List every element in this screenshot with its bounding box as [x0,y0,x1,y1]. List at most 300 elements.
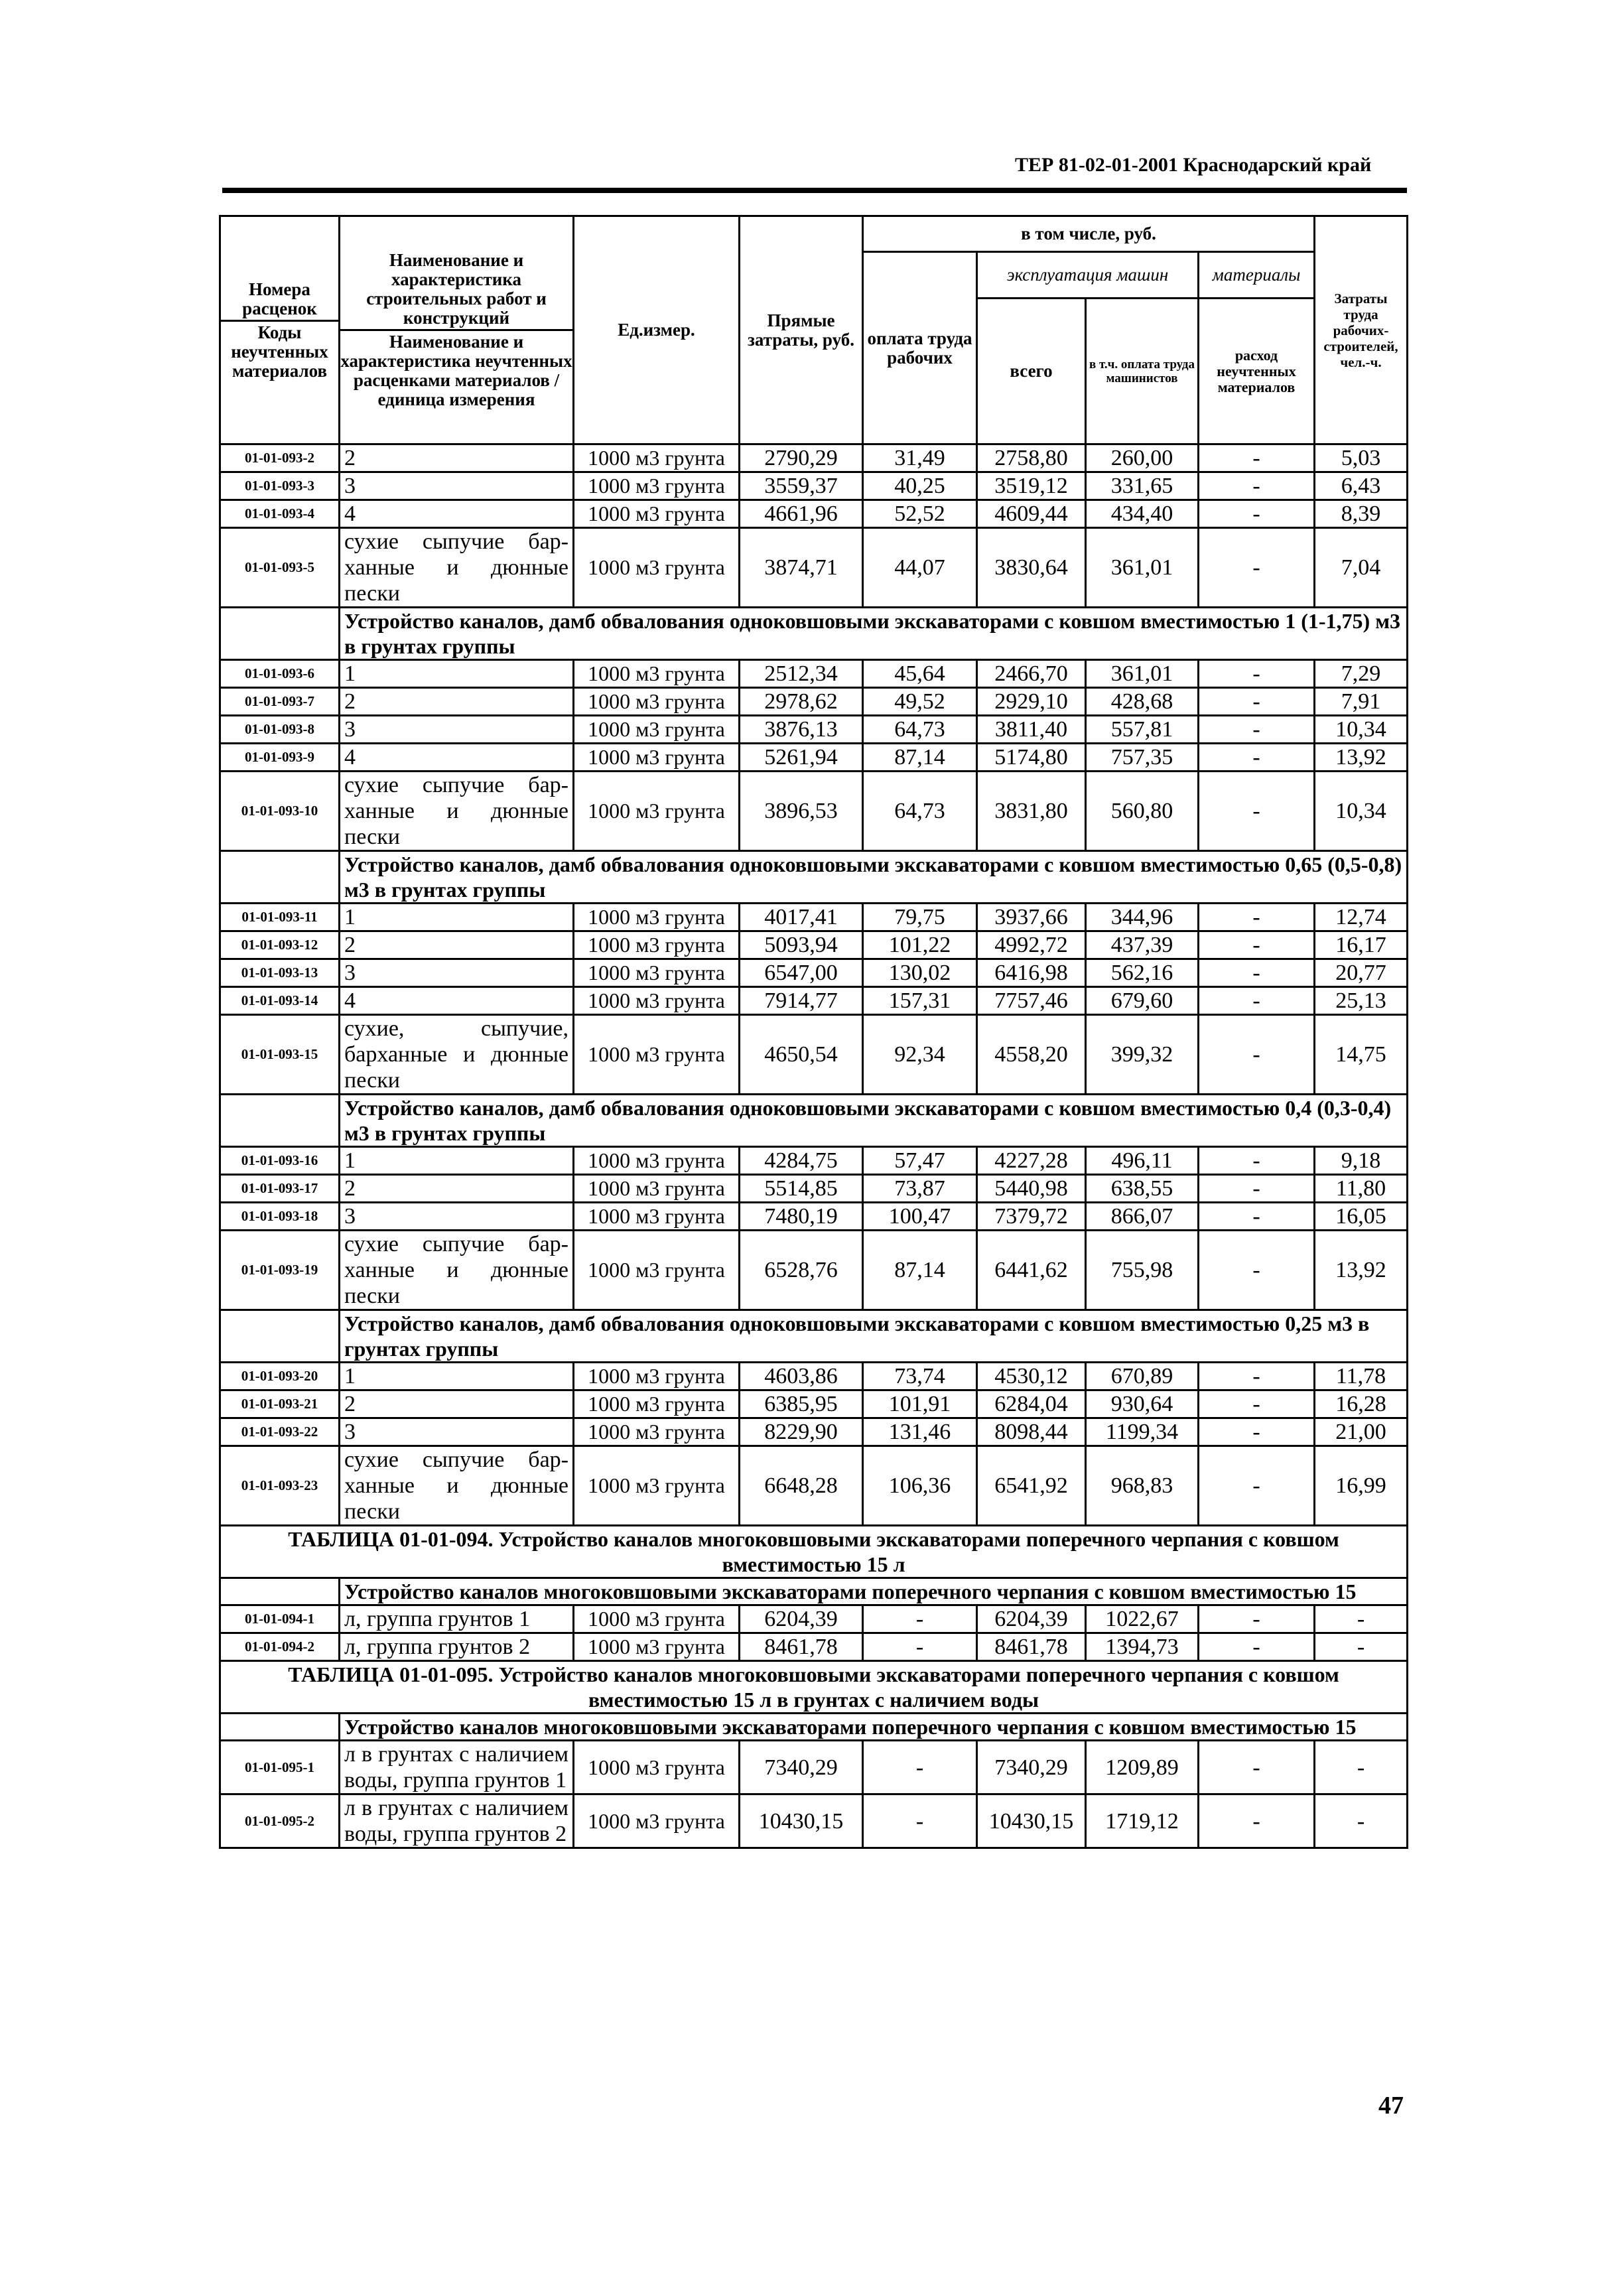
unit-cell: 1000 м3 грунта [574,688,740,716]
unit-cell: 1000 м3 грунта [574,472,740,500]
direct-cost-cell: 8229,90 [740,1418,863,1446]
materials-cell: - [1199,1147,1315,1175]
materials-cell: - [1199,528,1315,608]
machines-cost-cell: 4992,72 [977,931,1086,959]
wage-cell: 131,46 [863,1418,977,1446]
direct-cost-cell: 5093,94 [740,931,863,959]
labor-cell: 20,77 [1315,959,1408,987]
machines-cost-cell: 8461,78 [977,1633,1086,1661]
table-row [220,1363,1408,1390]
labor-cell: 13,92 [1315,1231,1408,1310]
page-number: 47 [1378,2092,1404,2120]
section-code-cell [220,1714,340,1741]
work-name-cell: сухие сыпучие бар- ханные и дюнные пески [340,1231,574,1310]
header-materials: материалы [1199,252,1315,299]
wage-cell: 157,31 [863,987,977,1015]
machines-cost-cell: 7379,72 [977,1203,1086,1231]
labor-cell: 7,29 [1315,660,1408,688]
section-code-cell [220,1310,340,1363]
labor-cell: 25,13 [1315,987,1408,1015]
wage-cell: 40,25 [863,472,977,500]
table-row [220,959,1408,987]
rates-table-container [219,215,1406,1849]
section-title: Устройство каналов многоковшовыми экскаваторами поперечного черпания с ковшом вместимостью 15 [340,1714,1408,1741]
unit-cell: 1000 м3 грунта [574,716,740,744]
section-code-cell [220,608,340,660]
unit-cell: 1000 м3 грунта [574,772,740,851]
work-name-cell: 3 [340,1418,574,1446]
machinists-wage-cell: 496,11 [1086,1147,1199,1175]
rate-code-cell: 01-01-093-9 [220,744,340,772]
direct-cost-cell: 3559,37 [740,472,863,500]
table-row [220,1741,1408,1794]
header-codes-bottom: Коды неучтенных материалов [219,320,340,381]
section-title: Устройство каналов многоковшовыми экскаваторами поперечного черпания с ковшом вместимостью 15 [340,1578,1408,1605]
section-row [220,1310,1408,1363]
unit-cell: 1000 м3 грунта [574,931,740,959]
machinists-wage-cell: 428,68 [1086,688,1199,716]
rate-code-cell: 01-01-093-8 [220,716,340,744]
section-row [220,608,1408,660]
direct-cost-cell: 10430,15 [740,1794,863,1848]
section-row [220,1095,1408,1147]
rate-code-cell: 01-01-093-23 [220,1446,340,1526]
table-row [220,1147,1408,1175]
materials-cell: - [1199,716,1315,744]
machines-cost-cell: 6441,62 [977,1231,1086,1310]
direct-cost-cell: 3876,13 [740,716,863,744]
direct-cost-cell: 4603,86 [740,1363,863,1390]
wage-cell: 31,49 [863,444,977,472]
labor-cell: 5,03 [1315,444,1408,472]
materials-cell: - [1199,1390,1315,1418]
unit-cell: 1000 м3 грунта [574,987,740,1015]
header-codes [220,216,340,444]
machinists-wage-cell: 1394,73 [1086,1633,1199,1661]
work-name-cell: л в грунтах с наличием воды, группа грунтов 2 [340,1794,574,1848]
table-row [220,660,1408,688]
materials-cell: - [1199,1794,1315,1848]
work-name-cell: 1 [340,660,574,688]
machines-cost-cell: 6284,04 [977,1390,1086,1418]
direct-cost-cell: 7480,19 [740,1203,863,1231]
labor-cell: 16,28 [1315,1390,1408,1418]
labor-cell: 6,43 [1315,472,1408,500]
labor-cell: - [1315,1741,1408,1794]
machines-cost-cell: 4558,20 [977,1015,1086,1095]
wage-cell: 100,47 [863,1203,977,1231]
unit-cell: 1000 м3 грунта [574,1203,740,1231]
work-name-cell: 3 [340,1203,574,1231]
labor-cell: - [1315,1794,1408,1848]
machinists-wage-cell: 562,16 [1086,959,1199,987]
direct-cost-cell: 3874,71 [740,528,863,608]
machines-cost-cell: 2929,10 [977,688,1086,716]
machines-cost-cell: 2758,80 [977,444,1086,472]
work-name-cell: 2 [340,1390,574,1418]
wage-cell: 79,75 [863,904,977,931]
materials-cell: - [1199,1633,1315,1661]
machinists-wage-cell: 757,35 [1086,744,1199,772]
direct-cost-cell: 6385,95 [740,1390,863,1418]
rate-code-cell: 01-01-093-3 [220,472,340,500]
rate-code-cell: 01-01-093-10 [220,772,340,851]
work-name-cell: 3 [340,716,574,744]
direct-cost-cell: 5514,85 [740,1175,863,1203]
unit-cell: 1000 м3 грунта [574,1605,740,1633]
machinists-wage-cell: 866,07 [1086,1203,1199,1231]
machines-cost-cell: 3831,80 [977,772,1086,851]
unit-cell: 1000 м3 грунта [574,528,740,608]
header-name-bottom: Наименование и характеристика неучтенных расценками материалов / единица измерения [338,329,574,409]
machinists-wage-cell: 1719,12 [1086,1794,1199,1848]
header-material-consumption: расход неучтенных материалов [1199,299,1315,444]
machines-cost-cell: 10430,15 [977,1794,1086,1848]
rate-code-cell: 01-01-093-21 [220,1390,340,1418]
direct-cost-cell: 2512,34 [740,660,863,688]
direct-cost-cell: 4661,96 [740,500,863,528]
section-row [220,1578,1408,1605]
header-name-top: Наименование и характеристика строительных работ и конструкций [366,250,547,328]
table-row [220,1418,1408,1446]
work-name-cell: 4 [340,500,574,528]
table-row [220,1203,1408,1231]
machines-cost-cell: 4609,44 [977,500,1086,528]
work-name-cell: сухие сыпучие бар- ханные и дюнные пески [340,528,574,608]
machines-cost-cell: 3519,12 [977,472,1086,500]
table-row [220,472,1408,500]
wage-cell: - [863,1794,977,1848]
work-name-cell: л в грунтах с наличием воды, группа грунтов 1 [340,1741,574,1794]
rate-code-cell: 01-01-093-19 [220,1231,340,1310]
work-name-cell: 2 [340,931,574,959]
labor-cell: 11,78 [1315,1363,1408,1390]
direct-cost-cell: 7340,29 [740,1741,863,1794]
table-title: ТАБЛИЦА 01-01-095. Устройство каналов многоковшовыми экскаваторами поперечного черпания с ковшом вместимостью 15 л в грунтах с наличием воды [220,1661,1408,1714]
wage-cell: 101,91 [863,1390,977,1418]
table-row [220,1015,1408,1095]
header-labor: Затраты труда рабочих-строителей, чел.-ч. [1315,216,1408,444]
unit-cell: 1000 м3 грунта [574,500,740,528]
table-row [220,1794,1408,1848]
materials-cell: - [1199,1015,1315,1095]
section-title: Устройство каналов, дамб обвалования одноковшовыми экскаваторами с ковшом вместимостью 0,4 (0,3-0,4) м3 в грунтах группы [340,1095,1408,1147]
wage-cell: 44,07 [863,528,977,608]
machinists-wage-cell: 331,65 [1086,472,1199,500]
wage-cell: 52,52 [863,500,977,528]
machinists-wage-cell: 968,83 [1086,1446,1199,1526]
materials-cell: - [1199,1203,1315,1231]
labor-cell: 10,34 [1315,772,1408,851]
labor-cell: 8,39 [1315,500,1408,528]
machinists-wage-cell: 670,89 [1086,1363,1199,1390]
direct-cost-cell: 5261,94 [740,744,863,772]
section-title: Устройство каналов, дамб обвалования одноковшовыми экскаваторами с ковшом вместимостью 0,65 (0,5-0,8) м3 в грунтах группы [340,851,1408,904]
machines-cost-cell: 3830,64 [977,528,1086,608]
materials-cell: - [1199,660,1315,688]
work-name-cell: л, группа грунтов 2 [340,1633,574,1661]
work-name-cell: 1 [340,1147,574,1175]
section-title: Устройство каналов, дамб обвалования одноковшовыми экскаваторами с ковшом вместимостью 0,25 м3 в грунтах группы [340,1310,1408,1363]
work-name-cell: 4 [340,744,574,772]
machines-cost-cell: 2466,70 [977,660,1086,688]
table-title: ТАБЛИЦА 01-01-094. Устройство каналов многоковшовыми экскаваторами поперечного черпания с ковшом вместимостью 15 л [220,1526,1408,1578]
header-direct-costs: Прямые затраты, руб. [740,216,863,444]
direct-cost-cell: 2790,29 [740,444,863,472]
unit-cell: 1000 м3 грунта [574,1015,740,1095]
wage-cell: 130,02 [863,959,977,987]
work-name-cell: сухие сыпучие бар- ханные и дюнные пески [340,772,574,851]
labor-cell: 13,92 [1315,744,1408,772]
machines-cost-cell: 6541,92 [977,1446,1086,1526]
machinists-wage-cell: 557,81 [1086,716,1199,744]
rate-code-cell: 01-01-093-22 [220,1418,340,1446]
machinists-wage-cell: 434,40 [1086,500,1199,528]
materials-cell: - [1199,500,1315,528]
direct-cost-cell: 6528,76 [740,1231,863,1310]
direct-cost-cell: 6547,00 [740,959,863,987]
unit-cell: 1000 м3 грунта [574,1147,740,1175]
machinists-wage-cell: 361,01 [1086,528,1199,608]
direct-cost-cell: 8461,78 [740,1633,863,1661]
wage-cell: 87,14 [863,744,977,772]
table-row [220,1605,1408,1633]
work-name-cell: 1 [340,904,574,931]
unit-cell: 1000 м3 грунта [574,959,740,987]
materials-cell: - [1199,444,1315,472]
labor-cell: - [1315,1633,1408,1661]
work-name-cell: 4 [340,987,574,1015]
table-row [220,1390,1408,1418]
header-machinists-wage: в т.ч. оплата труда машинистов [1086,299,1199,444]
rate-code-cell: 01-01-093-2 [220,444,340,472]
machinists-wage-cell: 361,01 [1086,660,1199,688]
rate-code-cell: 01-01-093-6 [220,660,340,688]
unit-cell: 1000 м3 грунта [574,1390,740,1418]
table-row [220,1231,1408,1310]
machinists-wage-cell: 679,60 [1086,987,1199,1015]
materials-cell: - [1199,1418,1315,1446]
machinists-wage-cell: 930,64 [1086,1390,1199,1418]
wage-cell: - [863,1605,977,1633]
unit-cell: 1000 м3 грунта [574,444,740,472]
direct-cost-cell: 3896,53 [740,772,863,851]
rate-code-cell: 01-01-095-1 [220,1741,340,1794]
table-row [220,1446,1408,1526]
machinists-wage-cell: 399,32 [1086,1015,1199,1095]
rate-code-cell: 01-01-093-17 [220,1175,340,1203]
table-row [220,688,1408,716]
work-name-cell: 1 [340,1363,574,1390]
table-row [220,444,1408,472]
machines-cost-cell: 3811,40 [977,716,1086,744]
header-including: в том числе, руб. [863,216,1315,252]
labor-cell: 16,05 [1315,1203,1408,1231]
wage-cell: 57,47 [863,1147,977,1175]
machinists-wage-cell: 344,96 [1086,904,1199,931]
table-row [220,500,1408,528]
materials-cell: - [1199,1175,1315,1203]
machinists-wage-cell: 638,55 [1086,1175,1199,1203]
labor-cell: 12,74 [1315,904,1408,931]
wage-cell: 64,73 [863,772,977,851]
table-row [220,1175,1408,1203]
wage-cell: 45,64 [863,660,977,688]
rate-code-cell: 01-01-093-16 [220,1147,340,1175]
work-name-cell: 2 [340,688,574,716]
materials-cell: - [1199,688,1315,716]
unit-cell: 1000 м3 грунта [574,1741,740,1794]
labor-cell: 7,91 [1315,688,1408,716]
machines-cost-cell: 8098,44 [977,1418,1086,1446]
rate-code-cell: 01-01-094-1 [220,1605,340,1633]
machines-cost-cell: 5174,80 [977,744,1086,772]
machinists-wage-cell: 560,80 [1086,772,1199,851]
table-title-row [220,1661,1408,1714]
wage-cell: 92,34 [863,1015,977,1095]
work-name-cell: 2 [340,1175,574,1203]
materials-cell: - [1199,1231,1315,1310]
work-name-cell: сухие, сыпучие, барханные и дюнные пески [340,1015,574,1095]
rate-code-cell: 01-01-093-11 [220,904,340,931]
unit-cell: 1000 м3 грунта [574,1418,740,1446]
direct-cost-cell: 4284,75 [740,1147,863,1175]
labor-cell: 9,18 [1315,1147,1408,1175]
materials-cell: - [1199,987,1315,1015]
materials-cell: - [1199,1605,1315,1633]
labor-cell: 14,75 [1315,1015,1408,1095]
labor-cell: 11,80 [1315,1175,1408,1203]
rate-code-cell: 01-01-093-20 [220,1363,340,1390]
rate-code-cell: 01-01-093-18 [220,1203,340,1231]
wage-cell: - [863,1633,977,1661]
machines-cost-cell: 4530,12 [977,1363,1086,1390]
unit-cell: 1000 м3 грунта [574,1231,740,1310]
machines-cost-cell: 3937,66 [977,904,1086,931]
machines-cost-cell: 7757,46 [977,987,1086,1015]
unit-cell: 1000 м3 грунта [574,1446,740,1526]
wage-cell: - [863,1741,977,1794]
machines-cost-cell: 7340,29 [977,1741,1086,1794]
labor-cell: 7,04 [1315,528,1408,608]
machines-cost-cell: 4227,28 [977,1147,1086,1175]
labor-cell: 21,00 [1315,1418,1408,1446]
header-machines: эксплуатация машин [977,252,1199,299]
wage-cell: 87,14 [863,1231,977,1310]
header-name [340,216,574,444]
rate-code-cell: 01-01-093-12 [220,931,340,959]
section-code-cell [220,851,340,904]
machines-cost-cell: 6416,98 [977,959,1086,987]
unit-cell: 1000 м3 грунта [574,744,740,772]
machinists-wage-cell: 755,98 [1086,1231,1199,1310]
materials-cell: - [1199,904,1315,931]
unit-cell: 1000 м3 грунта [574,1794,740,1848]
machines-cost-cell: 5440,98 [977,1175,1086,1203]
wage-cell: 49,52 [863,688,977,716]
table-row [220,1633,1408,1661]
table-row [220,904,1408,931]
materials-cell: - [1199,1741,1315,1794]
table-row [220,716,1408,744]
materials-cell: - [1199,1363,1315,1390]
section-code-cell [220,1095,340,1147]
direct-cost-cell: 6204,39 [740,1605,863,1633]
work-name-cell: 2 [340,444,574,472]
direct-cost-cell: 6648,28 [740,1446,863,1526]
header-codes-top: Номера расценок [242,279,317,318]
document-header: ТЕР 81-02-01-2001 Краснодарский край [1015,154,1372,176]
unit-cell: 1000 м3 грунта [574,1175,740,1203]
direct-cost-cell: 4017,41 [740,904,863,931]
materials-cell: - [1199,772,1315,851]
materials-cell: - [1199,472,1315,500]
unit-cell: 1000 м3 грунта [574,1363,740,1390]
section-row [220,1714,1408,1741]
rate-code-cell: 01-01-094-2 [220,1633,340,1661]
direct-cost-cell: 4650,54 [740,1015,863,1095]
work-name-cell: сухие сыпучие бар- ханные и дюнные пески [340,1446,574,1526]
wage-cell: 106,36 [863,1446,977,1526]
work-name-cell: 3 [340,472,574,500]
table-row [220,931,1408,959]
materials-cell: - [1199,959,1315,987]
rate-code-cell: 01-01-093-13 [220,959,340,987]
materials-cell: - [1199,744,1315,772]
labor-cell: 10,34 [1315,716,1408,744]
table-row [220,528,1408,608]
wage-cell: 101,22 [863,931,977,959]
wage-cell: 73,74 [863,1363,977,1390]
section-code-cell [220,1578,340,1605]
machines-cost-cell: 6204,39 [977,1605,1086,1633]
rate-code-cell: 01-01-095-2 [220,1794,340,1848]
direct-cost-cell: 2978,62 [740,688,863,716]
direct-cost-cell: 7914,77 [740,987,863,1015]
table-body [220,444,1408,1848]
rate-code-cell: 01-01-093-7 [220,688,340,716]
work-name-cell: 3 [340,959,574,987]
unit-cell: 1000 м3 грунта [574,1633,740,1661]
header-machines-total: всего [977,299,1086,444]
rate-code-cell: 01-01-093-4 [220,500,340,528]
machinists-wage-cell: 1199,34 [1086,1418,1199,1446]
table-row [220,772,1408,851]
header-unit: Ед.измер. [574,216,740,444]
machinists-wage-cell: 437,39 [1086,931,1199,959]
work-name-cell: л, группа грунтов 1 [340,1605,574,1633]
rate-code-cell: 01-01-093-14 [220,987,340,1015]
unit-cell: 1000 м3 грунта [574,904,740,931]
materials-cell: - [1199,931,1315,959]
rate-code-cell: 01-01-093-5 [220,528,340,608]
machinists-wage-cell: 1209,89 [1086,1741,1199,1794]
rate-code-cell: 01-01-093-15 [220,1015,340,1095]
materials-cell: - [1199,1446,1315,1526]
rates-table [219,215,1408,1849]
table-row [220,987,1408,1015]
table-title-row [220,1526,1408,1578]
machinists-wage-cell: 260,00 [1086,444,1199,472]
labor-cell: 16,17 [1315,931,1408,959]
section-title: Устройство каналов, дамб обвалования одноковшовыми экскаваторами с ковшом вместимостью 1 (1-1,75) м3 в грунтах группы [340,608,1408,660]
wage-cell: 73,87 [863,1175,977,1203]
wage-cell: 64,73 [863,716,977,744]
labor-cell: 16,99 [1315,1446,1408,1526]
table-row [220,744,1408,772]
header-wage: оплата труда рабочих [863,252,977,444]
unit-cell: 1000 м3 грунта [574,660,740,688]
